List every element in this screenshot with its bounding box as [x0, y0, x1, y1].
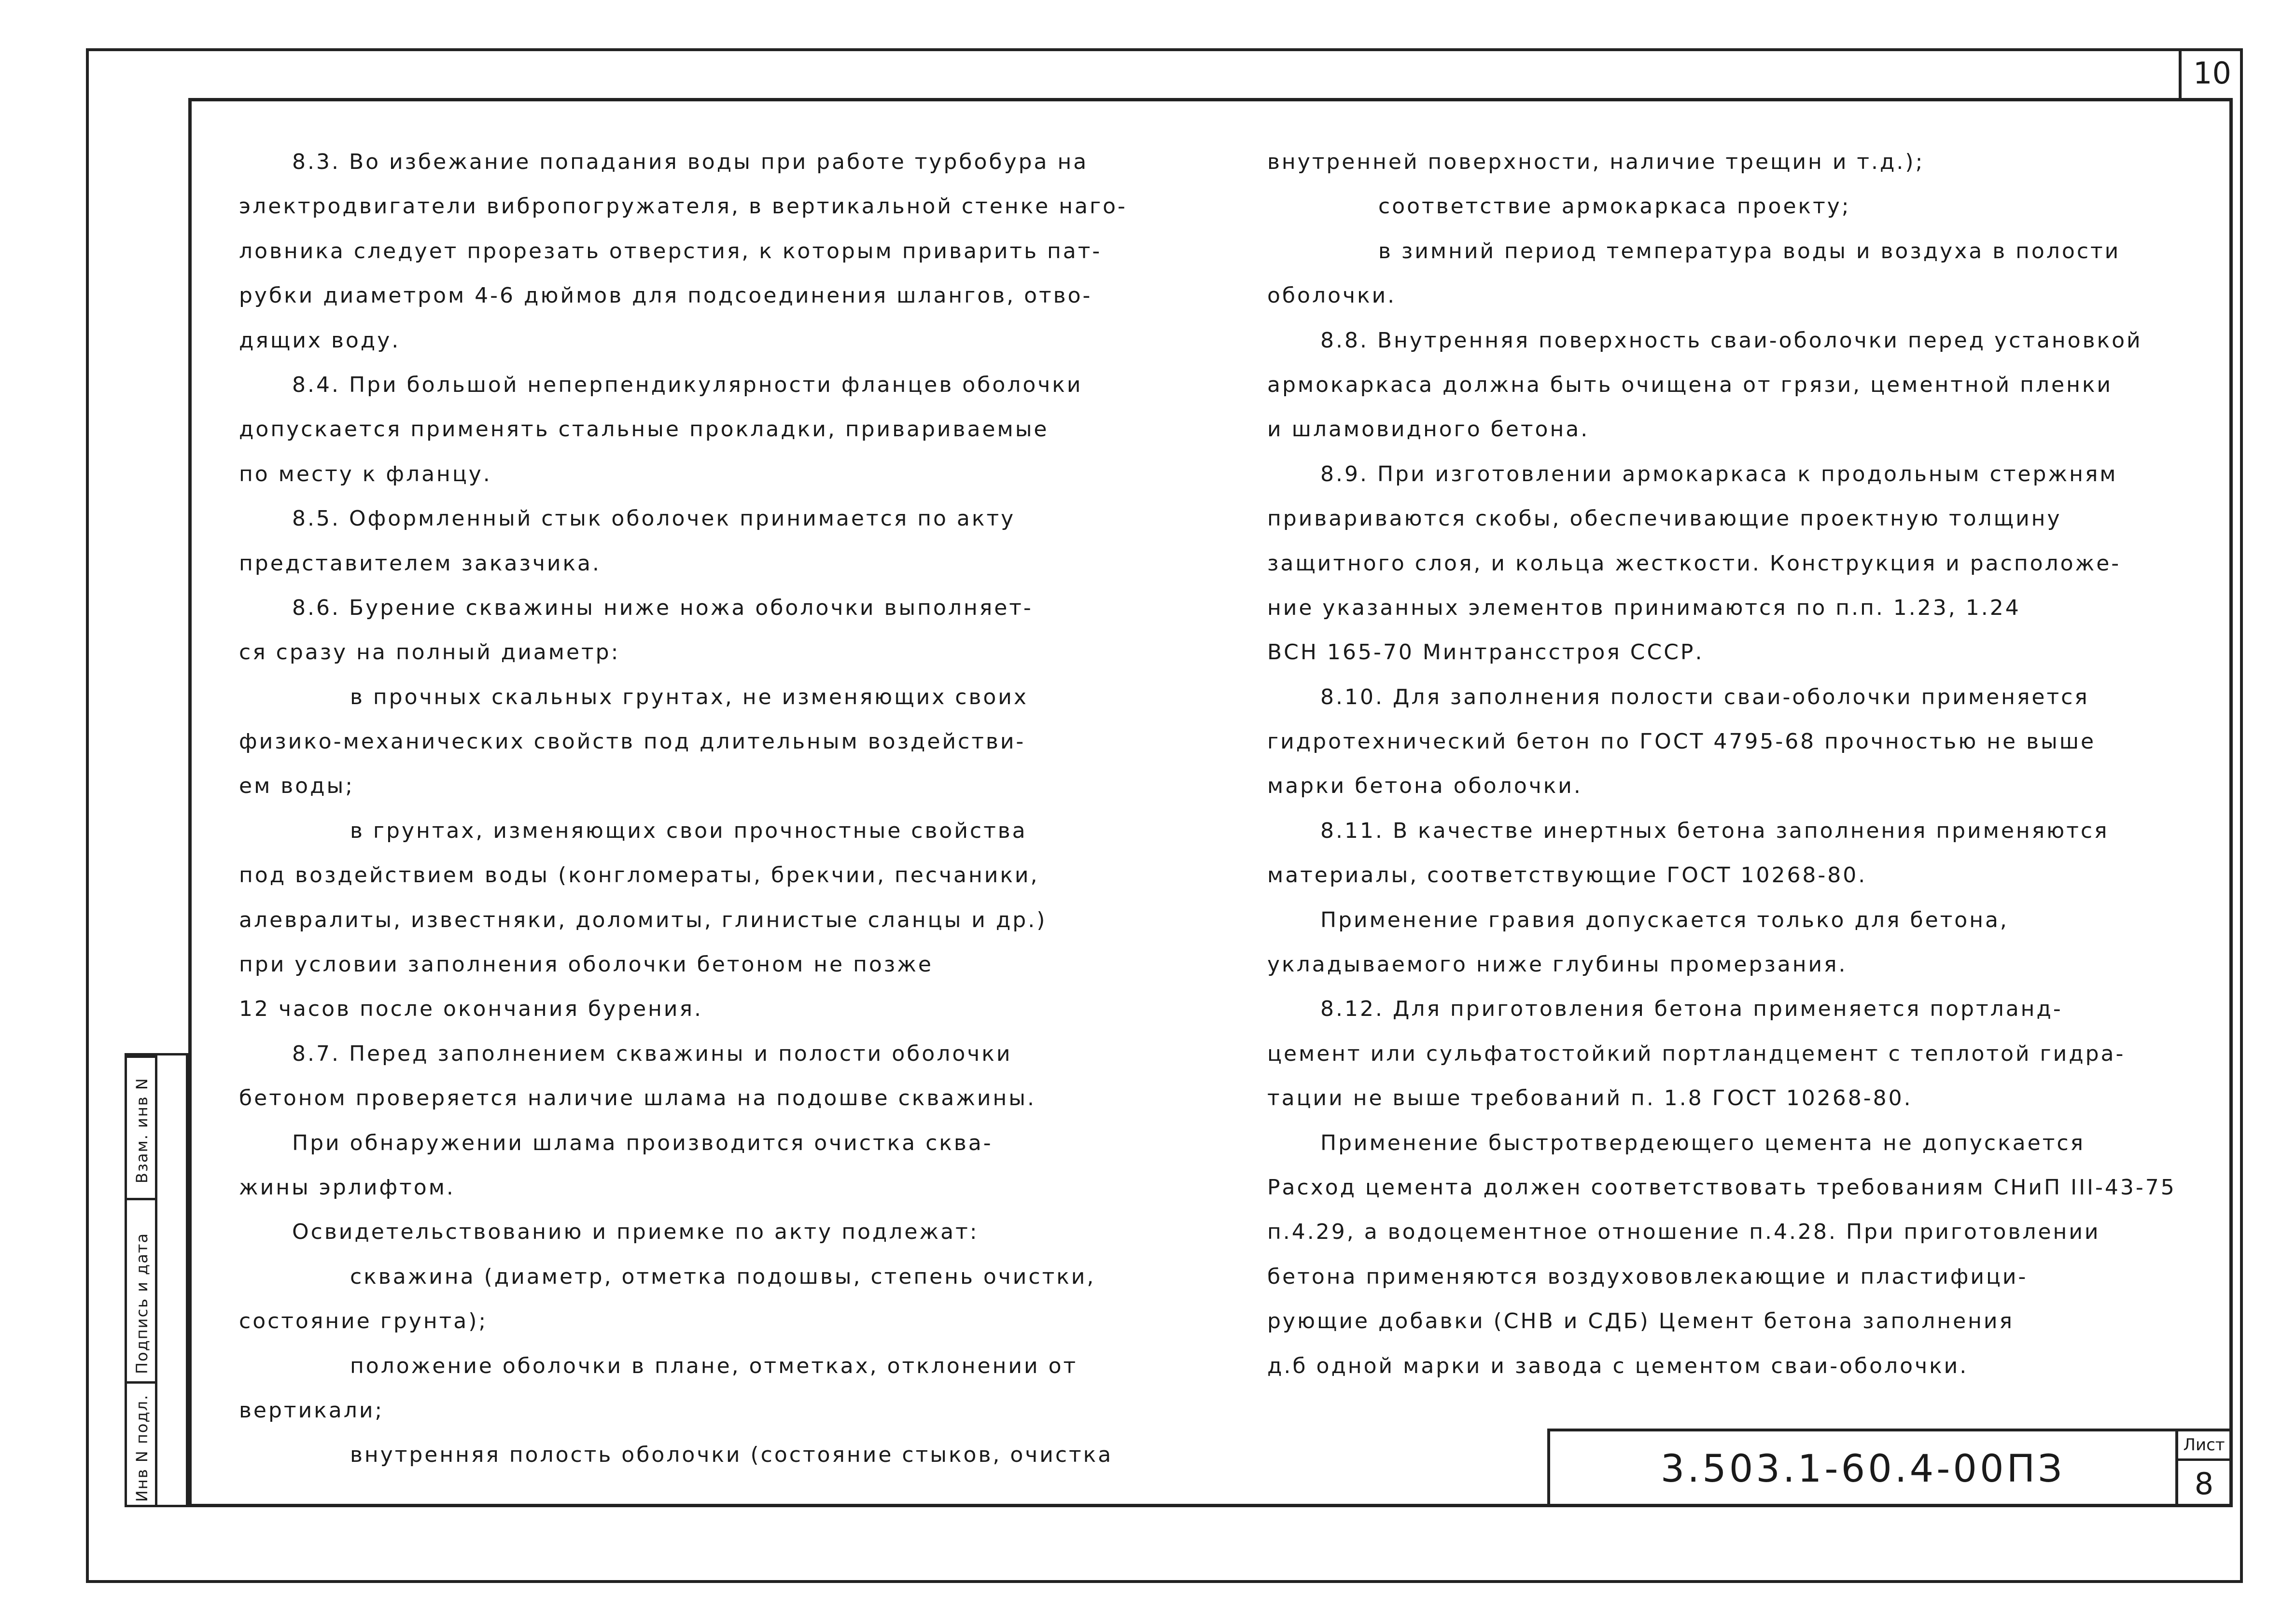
text-line: оболочки. — [1267, 283, 1397, 308]
text-line: 8.4. При большой неперпендикулярности фланцев оболочки — [292, 372, 1083, 397]
sheet-number: 8 — [2194, 1466, 2214, 1501]
text-line: представителем заказчика. — [239, 551, 601, 576]
text-line: внутренняя полость оболочки (состояние стыков, очистка — [350, 1443, 1113, 1468]
text-line: под воздействием воды (конгломераты, брекчии, песчаники, — [239, 863, 1039, 888]
text-line: 8.7. Перед заполнением скважины и полости оболочки — [292, 1041, 1012, 1066]
text-line: 8.3. Во избежание попадания воды при работе турбобура на — [292, 150, 1089, 174]
text-line: ем воды; — [239, 774, 355, 799]
text-line: вертикали; — [239, 1398, 384, 1423]
text-line: 8.12. Для приготовления бетона применяется портланд- — [1320, 997, 2063, 1022]
text-line: защитного слоя, и кольца жесткости. Конструкция и расположе- — [1267, 551, 2121, 576]
text-line: 8.9. При изготовлении армокаркаса к продольным стержням — [1320, 461, 2118, 486]
inv-podl-label: Инв N подл. — [133, 1394, 151, 1502]
right-column — [1267, 140, 2213, 1388]
strip-divider — [155, 1055, 157, 1505]
side-approval-strip — [125, 1053, 188, 1507]
inv-podl-cell — [127, 1381, 155, 1505]
sheet-cell — [2175, 1431, 2230, 1507]
text-line: положение оболочки в плане, отметках, отклонении от — [350, 1353, 1078, 1378]
text-line: ся сразу на полный диаметр: — [239, 640, 620, 665]
text-line: по месту к фланцу. — [239, 461, 492, 486]
text-line: и шламовидного бетона. — [1267, 417, 1590, 442]
text-line: 8.8. Внутренняя поверхность сваи-оболочки перед установкой — [1320, 328, 2142, 353]
text-line: в прочных скальных грунтах, не изменяющих своих — [350, 684, 1028, 709]
text-line: бетона применяются воздухововлекающие и пластифици- — [1267, 1264, 2028, 1289]
text-line: алевралиты, известняки, доломиты, глинистые сланцы и др.) — [239, 907, 1047, 932]
text-line: Освидетельствованию и приемке по акту подлежат: — [292, 1220, 979, 1245]
podpis-data-cell — [127, 1198, 155, 1381]
text-line: жины эрлифтом. — [239, 1175, 455, 1200]
text-line: цемент или сульфатостойкий портландцемент с теплотой гидра- — [1267, 1041, 2126, 1066]
text-line: физико-механических свойств под длительным воздействи- — [239, 729, 1026, 754]
text-line: 8.10. Для заполнения полости сваи-оболочки применяется — [1320, 684, 2089, 709]
text-line: марки бетона оболочки. — [1267, 774, 1582, 799]
text-line: рубки диаметром 4-6 дюймов для подсоединения шлангов, отво- — [239, 283, 1092, 308]
vzam-inv-label: Взам. инв N — [133, 1077, 151, 1183]
text-line: при условии заполнения оболочки бетоном не позже — [239, 952, 933, 977]
page-number: 10 — [2179, 48, 2243, 98]
text-line: в грунтах, изменяющих свои прочностные свойства — [350, 818, 1027, 843]
text-line: п.4.29, а водоцементное отношение п.4.28. При приготовлении — [1267, 1220, 2100, 1245]
title-block — [1547, 1429, 2233, 1507]
text-line: в зимний период температура воды и воздуха в полости — [1378, 238, 2121, 264]
text-line: бетоном проверяется наличие шлама на подошве скважины. — [239, 1086, 1036, 1111]
text-line: 8.11. В качестве инертных бетона заполнения применяются — [1320, 818, 2109, 843]
text-line: рующие добавки (СНВ и СДБ) Цемент бетона заполнения — [1267, 1309, 2014, 1334]
text-line: ловника следует прорезать отверстия, к которым приварить пат- — [239, 238, 1102, 264]
text-line: Применение быстротвердеющего цемента не допускается — [1320, 1130, 2086, 1155]
text-line: материалы, соответствующие ГОСТ 10268-80. — [1267, 863, 1867, 888]
text-line: 12 часов после окончания бурения. — [239, 997, 703, 1022]
text-line: ВСН 165-70 Минтрансстроя СССР. — [1267, 640, 1704, 665]
text-line: армокаркаса должна быть очищена от грязи, цементной пленки — [1267, 372, 2113, 397]
vzam-inv-cell — [127, 1055, 155, 1198]
left-column — [239, 140, 1185, 1478]
text-line: Расход цемента должен соответствовать требованиям СНиП III-43-75 — [1267, 1175, 2176, 1200]
text-line: д.б одной марки и завода с цементом сваи-оболочки. — [1267, 1353, 1969, 1378]
text-line: дящих воду. — [239, 328, 401, 353]
text-line: допускается применять стальные прокладки, привариваемые — [239, 417, 1049, 442]
text-line: ние указанных элементов принимаются по п.п. 1.23, 1.24 — [1267, 595, 2021, 620]
text-line: 8.5. Оформленный стык оболочек принимается по акту — [292, 506, 1016, 531]
text-line: тации не выше требований п. 1.8 ГОСТ 10268-80. — [1267, 1086, 1913, 1111]
text-line: При обнаружении шлама производится очистка сква- — [292, 1130, 993, 1155]
text-line: состояние грунта); — [239, 1309, 488, 1334]
text-line: 8.6. Бурение скважины ниже ножа оболочки выполняет- — [292, 595, 1033, 620]
text-line: Применение гравия допускается только для бетона, — [1320, 907, 2009, 932]
text-line: электродвигатели вибропогружателя, в вертикальной стенке наго- — [239, 194, 1127, 219]
document-code: 3.503.1-60.4-00ПЗ — [1660, 1447, 2065, 1491]
text-line: гидротехнический бетон по ГОСТ 4795-68 прочностью не выше — [1267, 729, 2096, 754]
text-line: соответствие армокаркаса проекту; — [1378, 194, 1851, 219]
text-line: скважина (диаметр, отметка подошвы, степень очистки, — [350, 1264, 1096, 1289]
text-line: укладываемого ниже глубины промерзания. — [1267, 952, 1848, 977]
text-line: привариваются скобы, обеспечивающие проектную толщину — [1267, 506, 2062, 531]
sheet-label: Лист — [2178, 1431, 2230, 1461]
podpis-data-label: Подпись и дата — [133, 1232, 151, 1374]
text-line: внутренней поверхности, наличие трещин и т.д.); — [1267, 150, 1925, 174]
